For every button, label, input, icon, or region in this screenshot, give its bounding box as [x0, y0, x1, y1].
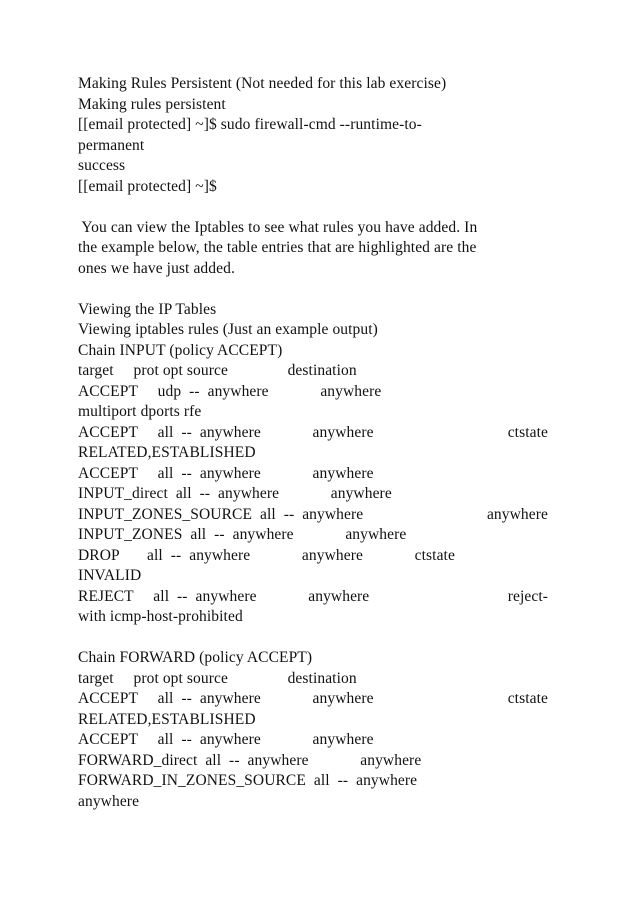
chain-forward-title: Chain FORWARD (policy ACCEPT) — [78, 649, 313, 666]
table-row-end: anywhere — [486, 505, 548, 523]
table-row — [78, 689, 548, 710]
command-line-continued: permanent — [78, 136, 145, 154]
section-chain-forward — [78, 648, 548, 812]
paragraph-line: the example below, the table entries that are highlighted are the — [78, 239, 477, 256]
table-row — [78, 423, 548, 444]
table-row-main: INPUT_ZONES_SOURCE all -- anywhere — [78, 505, 364, 523]
table-row-end: reject- — [507, 587, 548, 605]
table-row: INPUT_ZONES all -- anywhere anywhere — [78, 526, 407, 543]
table-row: INVALID — [78, 567, 142, 584]
table-row-main: ACCEPT all -- anywhere anywhere — [78, 690, 374, 707]
section-title: Viewing the IP Tables — [78, 300, 217, 318]
chain-input-title: Chain INPUT (policy ACCEPT) — [78, 341, 283, 359]
table-row: RELATED,ESTABLISHED — [78, 444, 256, 461]
table-row: multiport dports rfe — [78, 403, 202, 420]
table-header: target prot opt source destination — [78, 362, 357, 379]
table-row — [78, 587, 548, 608]
section-title: Making Rules Persistent (Not needed for this lab exercise) — [78, 75, 447, 92]
table-row — [78, 505, 548, 526]
table-row-end: ctstate — [507, 423, 548, 441]
table-row: ACCEPT all -- anywhere anywhere — [78, 464, 374, 482]
table-row-end: ctstate — [507, 690, 548, 707]
table-row: DROP all -- anywhere anywhere ctstate — [78, 546, 455, 564]
section-persistent-rules — [78, 74, 548, 197]
document-page — [78, 74, 548, 812]
section-ip-tables — [78, 300, 548, 628]
section-subtitle: Making rules persistent — [78, 95, 226, 113]
table-row: with icmp-host-prohibited — [78, 608, 243, 625]
table-row: ACCEPT udp -- anywhere anywhere — [78, 382, 382, 400]
table-row: FORWARD_IN_ZONES_SOURCE all -- anywhere — [78, 772, 418, 789]
table-row-main: ACCEPT all -- anywhere anywhere — [78, 423, 374, 441]
command-output: success — [78, 157, 126, 174]
table-row: anywhere — [78, 792, 140, 810]
command-line: [[email protected] ~]$ sudo firewall-cmd --runtime-to- — [78, 116, 422, 133]
table-row: FORWARD_direct all -- anywhere anywhere — [78, 751, 422, 769]
table-header: target prot opt source destination — [78, 669, 357, 687]
table-row-main: REJECT all -- anywhere anywhere — [78, 587, 370, 605]
table-row: INPUT_direct all -- anywhere anywhere — [78, 485, 392, 502]
table-row: RELATED,ESTABLISHED — [78, 710, 256, 728]
paragraph-line: ones we have just added. — [78, 259, 235, 277]
table-row: ACCEPT all -- anywhere anywhere — [78, 731, 374, 748]
section-subtitle: Viewing iptables rules (Just an example output) — [78, 321, 378, 338]
explanation-paragraph — [78, 218, 548, 280]
shell-prompt: [[email protected] ~]$ — [78, 177, 217, 195]
paragraph-line: You can view the Iptables to see what rules you have added. In — [78, 218, 478, 236]
